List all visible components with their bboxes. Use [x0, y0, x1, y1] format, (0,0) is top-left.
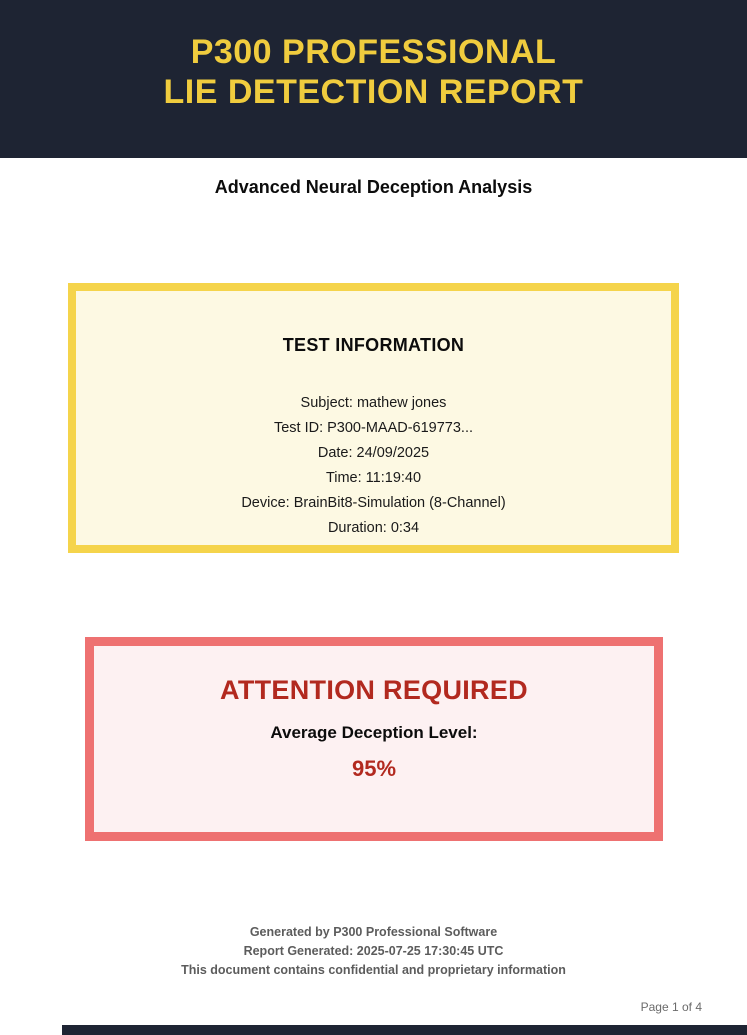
test-info-duration: Duration: 0:34: [327, 520, 420, 536]
page-number: Page 1 of 4: [640, 1000, 702, 1014]
report-subtitle: Advanced Neural Deception Analysis: [214, 177, 533, 197]
test-info-time: Time: 11:19:40: [325, 470, 422, 486]
report-header: [0, 0, 747, 158]
footer-generated-by: Generated by P300 Professional Software: [249, 925, 498, 939]
test-info-test-id: Test ID: P300-MAAD-619773...: [273, 420, 474, 436]
test-information-box: [68, 283, 679, 553]
deception-level-label: Average Deception Level:: [270, 723, 478, 742]
test-information-title: TEST INFORMATION: [282, 335, 465, 355]
report-title: [164, 32, 584, 112]
footer-report-generated: Report Generated: 2025-07-25 17:30:45 UTC: [243, 944, 504, 958]
deception-level-value: 95%: [351, 756, 397, 781]
report-footer: [0, 923, 747, 980]
attention-required-box: [85, 637, 663, 841]
attention-required-title: ATTENTION REQUIRED: [220, 675, 528, 705]
footer-confidentiality-notice: This document contains confidential and proprietary information: [181, 963, 566, 977]
test-info-date: Date: 24/09/2025: [317, 445, 430, 461]
test-info-subject: Subject: mathew jones: [300, 395, 447, 411]
report-title-line2: LIE DETECTION REPORT: [163, 73, 584, 111]
test-info-device: Device: BrainBit8-Simulation (8-Channel): [241, 495, 506, 511]
report-title-line1: P300 PROFESSIONAL: [190, 33, 557, 71]
next-page-header-edge: [62, 1025, 747, 1035]
test-information-rows: [76, 391, 671, 541]
